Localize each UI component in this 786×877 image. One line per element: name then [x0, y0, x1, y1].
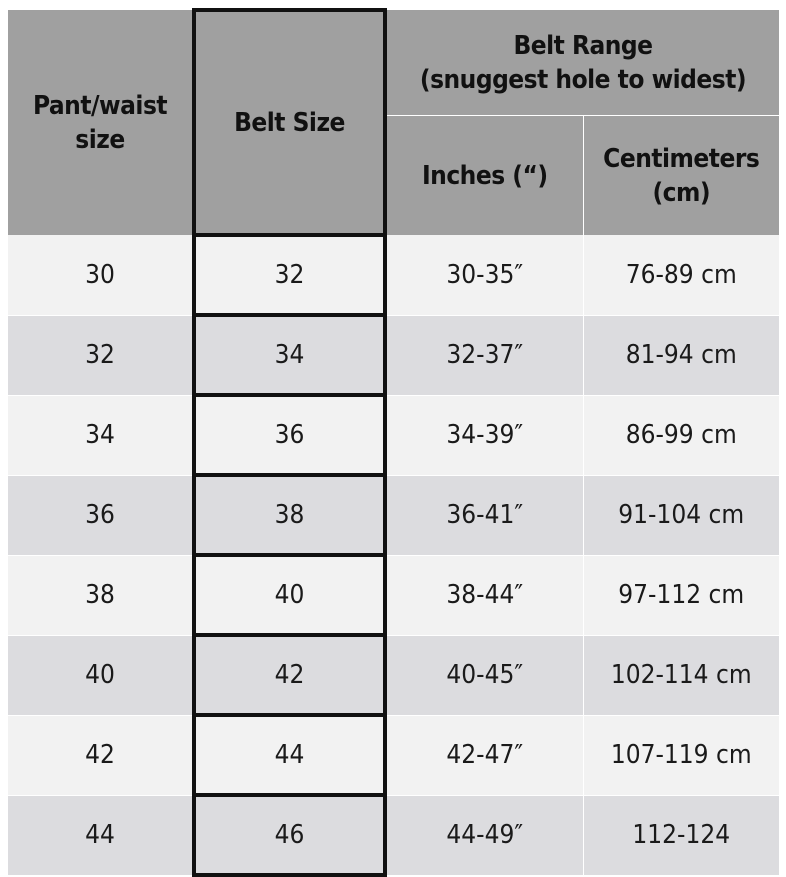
header-pant-waist-line2: size: [75, 124, 125, 155]
cell-inches: 30-35″: [385, 235, 583, 315]
cell-centimeters: 91-104 cm: [583, 475, 779, 555]
cell-centimeters: 81-94 cm: [583, 315, 779, 395]
cell-waist: 30: [8, 235, 194, 315]
header-belt-size: [194, 10, 385, 235]
cell-belt-size: 32: [194, 235, 385, 315]
header-belt-range: [385, 10, 779, 116]
cell-belt-size: 34: [194, 315, 385, 395]
header-pant-waist-size: [8, 10, 194, 235]
header-centimeters-line1: Centimeters: [603, 143, 760, 174]
cell-centimeters: 76-89 cm: [583, 235, 779, 315]
header-pant-waist-line1: Pant/waist: [32, 90, 168, 121]
cell-belt-size: 40: [194, 555, 385, 635]
cell-belt-size: 44: [194, 715, 385, 795]
cell-waist: 42: [8, 715, 194, 795]
cell-waist: 34: [8, 395, 194, 475]
cell-inches: 36-41″: [385, 475, 583, 555]
header-row: [8, 10, 779, 116]
cell-centimeters: 112-124: [583, 795, 779, 875]
cell-belt-size: 38: [194, 475, 385, 555]
cell-waist: 36: [8, 475, 194, 555]
cell-inches: 42-47″: [385, 715, 583, 795]
table-row: [8, 235, 779, 315]
header-centimeters: [583, 116, 779, 236]
cell-waist: 32: [8, 315, 194, 395]
cell-inches: 34-39″: [385, 395, 583, 475]
cell-waist: 40: [8, 635, 194, 715]
header-belt-range-line1: Belt Range: [513, 30, 653, 61]
table-row: [8, 795, 779, 875]
table-row: [8, 555, 779, 635]
header-inches-label: Inches (“): [421, 160, 548, 191]
cell-waist: 44: [8, 795, 194, 875]
cell-waist: 38: [8, 555, 194, 635]
table-row: [8, 635, 779, 715]
cell-belt-size: 36: [194, 395, 385, 475]
cell-centimeters: 97-112 cm: [583, 555, 779, 635]
cell-belt-size: 42: [194, 635, 385, 715]
header-centimeters-line2: (cm): [652, 177, 711, 208]
cell-belt-size: 46: [194, 795, 385, 875]
table-row: [8, 715, 779, 795]
cell-centimeters: 102-114 cm: [583, 635, 779, 715]
header-belt-range-line2: (snuggest hole to widest): [419, 64, 747, 95]
cell-inches: 40-45″: [385, 635, 583, 715]
cell-inches: 38-44″: [385, 555, 583, 635]
size-table: [8, 8, 779, 877]
table-row: [8, 395, 779, 475]
cell-inches: 32-37″: [385, 315, 583, 395]
table-row: [8, 475, 779, 555]
cell-centimeters: 107-119 cm: [583, 715, 779, 795]
header-inches: [385, 116, 583, 236]
header-belt-size-label: Belt Size: [234, 107, 345, 138]
belt-size-chart: [8, 8, 779, 855]
table-row: [8, 315, 779, 395]
cell-inches: 44-49″: [385, 795, 583, 875]
cell-centimeters: 86-99 cm: [583, 395, 779, 475]
